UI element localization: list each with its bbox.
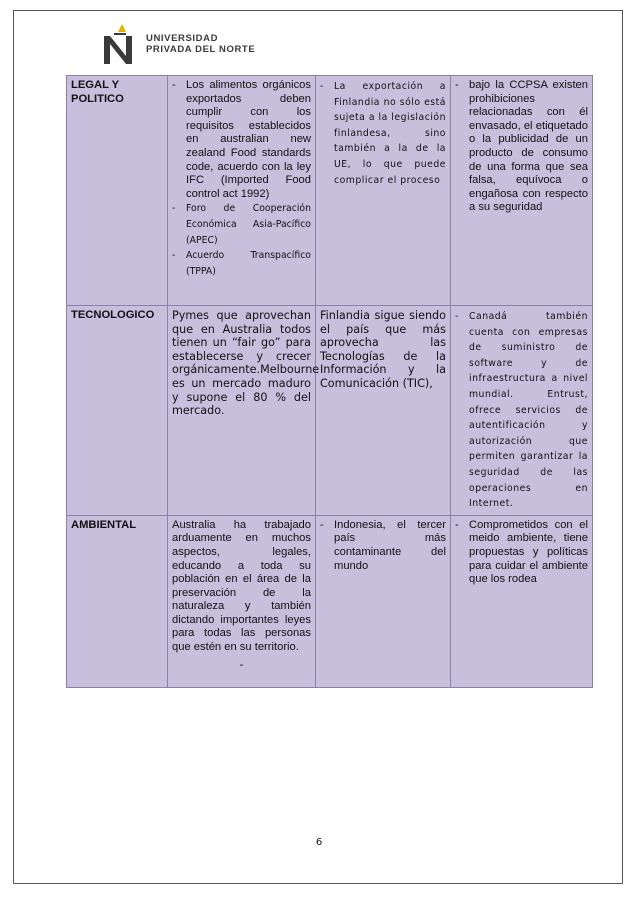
table-cell: [451, 515, 593, 687]
row-category: LEGAL Y POLITICO: [67, 76, 168, 306]
list-item-text: La exportación a Finlandia no sólo está sujeta a la legislación finlandesa, sino también a la de la UE, lo que puede complicar el proceso: [334, 81, 446, 186]
list-item: - Indonesia, el tercer país más contaminante del mundo: [320, 518, 446, 572]
table-cell: [451, 76, 593, 306]
list-item: - Canadá también cuenta con empresas de suministro de software y de infraestructura a nivel mundial. Entrust, ofrece servicios de autentificación y autorización que permiten garantizar la seguridad de las operaciones en Internet.: [455, 309, 588, 512]
table-cell: [451, 306, 593, 516]
cell-text: Australia ha trabajado arduamente en muchos aspectos, legales, educando a toda su población en el área de la preservación de la naturaleza y también dictando importantes leyes para todas las personas que estén en su territorio.: [172, 518, 311, 654]
logo-n-icon: [100, 22, 140, 66]
logo-text-line2: PRIVADA DEL NORTE: [146, 44, 256, 55]
list-item: - bajo la CCPSA existen prohibiciones relacionadas con él envasado, el etiquetado o la publicidad de un producto de consumo de una forma que sea falsa, equívoca o engañosa con respecto a su seguridad: [455, 79, 588, 214]
page-number: 6: [315, 837, 323, 848]
table-cell: [168, 76, 316, 306]
trailing-dash: -: [239, 658, 244, 671]
analysis-table: [66, 75, 593, 688]
row-category: AMBIENTAL: [67, 515, 168, 687]
table-row: [67, 76, 593, 306]
university-logo: [100, 22, 255, 66]
table-cell: [316, 76, 451, 306]
table-cell: Pymes que aprovechan que en Australia todos tienen un “fair go” para establecerse y crecer orgánicamente.Melbourne es un mercado maduro y supone el 80 % del mercado.: [168, 306, 316, 516]
list-item: - Los alimentos orgánicos exportados deben cumplir con los requisitos establecidos en australian new zealand Food standards code, acuerdo con la ley IFC (Imported Food control act 1992): [172, 79, 311, 200]
list-item-text: Comprometidos con el meido ambiente, tiene propuestas y políticas para cuidar el ambiente que los rodea: [469, 518, 588, 586]
list-item-text: Indonesia, el tercer país más contaminante del mundo: [334, 518, 446, 572]
list-item-text: Foro de Cooperación Económica Asia-Pacífico (APEC): [186, 203, 311, 246]
logo-text: [146, 33, 255, 55]
table-row: [67, 306, 593, 516]
list-item: - Foro de Cooperación Económica Asia-Pacífico (APEC): [172, 201, 311, 248]
list-item: - Comprometidos con el meido ambiente, tiene propuestas y políticas para cuidar el ambiente que los rodea: [455, 518, 588, 586]
list-item: - Acuerdo Transpacífico (TPPA): [172, 248, 311, 279]
list-item-text: Canadá también cuenta con empresas de suministro de software y de infraestructura a nivel mundial. Entrust, ofrece servicios de autentificación y autorización que permiten garantizar la seguridad de las operaciones en Internet.: [469, 311, 588, 510]
list-item-text: Acuerdo Transpacífico (TPPA): [186, 250, 311, 277]
list-item: - La exportación a Finlandia no sólo está sujeta a la legislación finlandesa, sino también a la de la UE, lo que puede complicar el proceso: [320, 79, 446, 188]
table-cell: [316, 515, 451, 687]
table-cell: Finlandia sigue siendo el país que más aprovecha las Tecnologías de la Información y la Comunicación (TIC),: [316, 306, 451, 516]
table-cell: [168, 515, 316, 687]
list-item-text: bajo la CCPSA existen prohibiciones relacionadas con él envasado, el etiquetado o la publicidad de un producto de consumo de una forma que sea falsa, equívoca o engañosa con respecto a su seguridad: [469, 79, 588, 214]
row-category: TECNOLOGICO: [67, 306, 168, 516]
table-row: [67, 515, 593, 687]
list-item-text: Los alimentos orgánicos exportados deben cumplir con los requisitos establecidos en australian new zealand Food standards code, acuerdo con la ley IFC (Imported Food control act 1992): [186, 79, 311, 200]
logo-text-line1: UNIVERSIDAD: [146, 33, 219, 44]
